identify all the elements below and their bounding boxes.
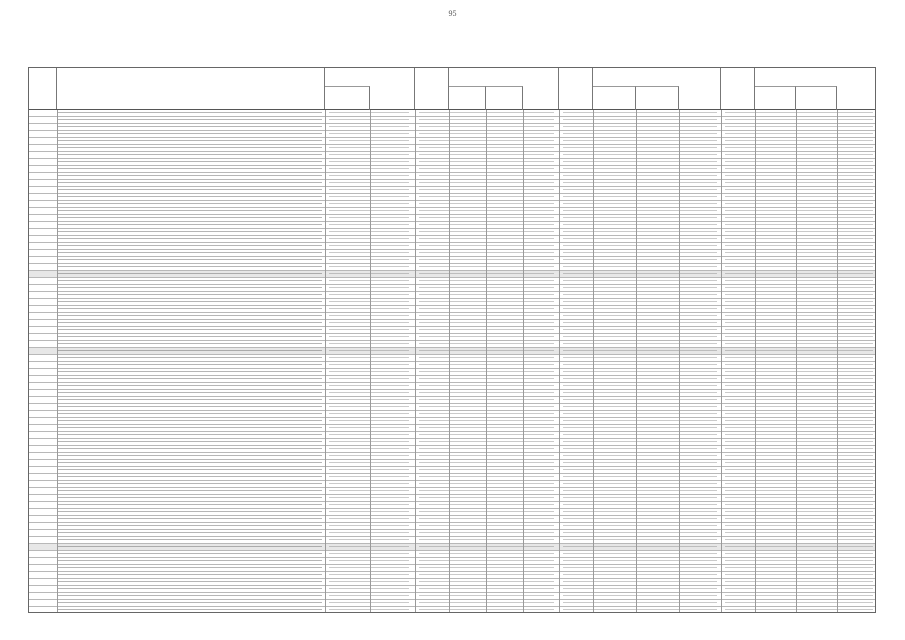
row-number-lines xyxy=(329,110,409,612)
row-number-lines xyxy=(725,110,873,612)
header-cell xyxy=(29,68,57,109)
budget-table xyxy=(28,67,876,613)
header-subcell xyxy=(486,86,523,110)
header-subcell xyxy=(325,86,370,110)
header-cell xyxy=(57,68,325,109)
row-number-lines xyxy=(563,110,717,612)
header-cell xyxy=(415,68,449,109)
row-text-lines xyxy=(57,110,322,612)
page-number: 95 xyxy=(448,9,457,18)
header-subcell xyxy=(593,86,636,110)
header-subcell xyxy=(796,86,837,110)
table-header xyxy=(29,68,875,110)
header-subcell xyxy=(449,86,486,110)
header-cell xyxy=(721,68,755,109)
header-subcell xyxy=(636,86,679,110)
header-cell xyxy=(559,68,593,109)
header-subcell xyxy=(755,86,796,110)
